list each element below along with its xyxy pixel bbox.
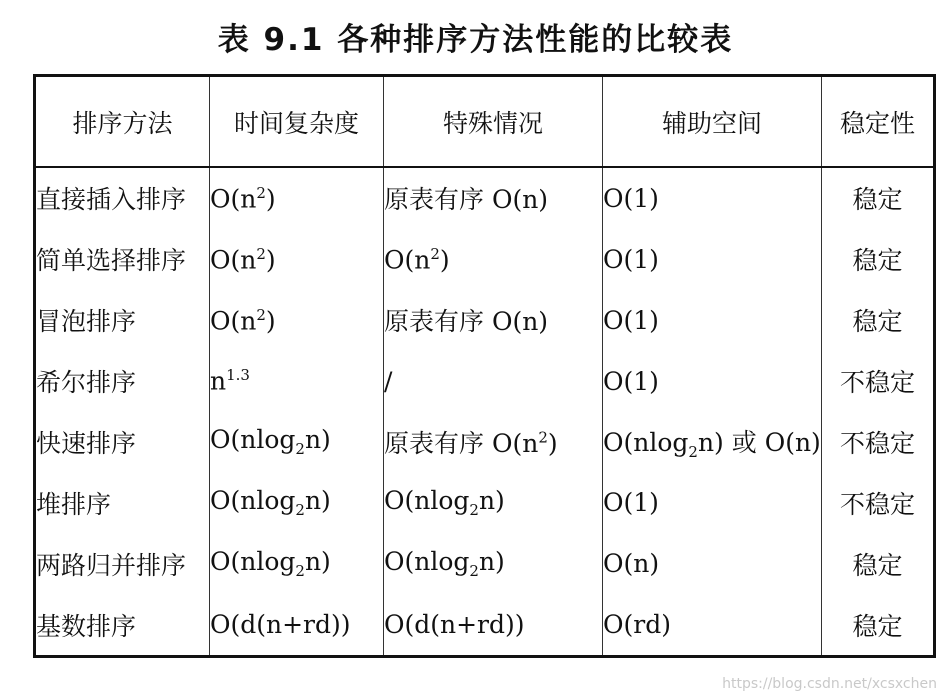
cell-text: O(nlog	[384, 547, 470, 577]
cell-text: n)	[304, 425, 331, 455]
special-case-cell	[384, 472, 603, 533]
time-complexity-cell	[210, 167, 384, 229]
cell-text: O(1)	[603, 366, 659, 396]
cell-text: n)	[304, 486, 331, 516]
table-body	[35, 167, 935, 657]
table-row	[35, 167, 935, 229]
cell-text: 原表有序 O(n)	[384, 307, 549, 337]
special-case-cell	[384, 351, 603, 412]
cell-text: O(1)	[603, 305, 659, 335]
cell-text: O(n	[210, 184, 257, 214]
subscript: 2	[469, 501, 479, 520]
superscript: 2	[256, 305, 266, 324]
header-stability: 稳定性	[822, 76, 935, 168]
table-row	[35, 594, 935, 656]
header-row	[35, 76, 935, 168]
table-header	[35, 76, 935, 168]
cell-text: O(rd)	[603, 610, 671, 640]
method-cell: 两路归并排序	[35, 533, 210, 594]
special-case-cell	[384, 411, 603, 472]
superscript: 1.3	[226, 366, 250, 385]
special-case-cell	[384, 594, 603, 656]
stability-cell: 稳定	[822, 167, 935, 229]
cell-text: O(nlog	[210, 425, 296, 455]
stability-cell: 稳定	[822, 229, 935, 290]
method-cell: 简单选择排序	[35, 229, 210, 290]
table-title: 表 9.1 各种排序方法性能的比较表	[217, 22, 734, 58]
superscript: 2	[256, 183, 266, 202]
sorting-comparison-table	[33, 74, 936, 658]
aux-space-cell	[603, 167, 822, 229]
header-aux-space: 辅助空间	[603, 76, 822, 168]
subscript: 2	[295, 440, 305, 459]
special-case-cell	[384, 290, 603, 351]
stability-cell: 不稳定	[822, 351, 935, 412]
cell-text: O(1)	[603, 183, 659, 213]
cell-text: 原表有序 O(n)	[384, 185, 549, 215]
watermark: https://blog.csdn.net/xcsxchen	[722, 676, 937, 692]
cell-text: n) 或 O(n)	[697, 427, 821, 457]
subscript: 2	[295, 501, 305, 520]
cell-text: )	[265, 244, 276, 274]
cell-text: O(nlog	[603, 427, 689, 457]
time-complexity-cell	[210, 472, 384, 533]
aux-space-cell	[603, 472, 822, 533]
table-row	[35, 229, 935, 290]
cell-text: O(nlog	[210, 547, 296, 577]
stability-cell: 稳定	[822, 533, 935, 594]
cell-text: /	[384, 366, 393, 396]
method-cell: 快速排序	[35, 411, 210, 472]
table-row	[35, 290, 935, 351]
time-complexity-cell	[210, 290, 384, 351]
cell-text: O(n)	[603, 549, 660, 579]
table-row	[35, 533, 935, 594]
cell-text: )	[547, 428, 558, 458]
aux-space-cell	[603, 351, 822, 412]
special-case-cell	[384, 167, 603, 229]
table-row	[35, 351, 935, 412]
cell-text: n)	[304, 547, 331, 577]
cell-text: )	[265, 305, 276, 335]
special-case-cell	[384, 533, 603, 594]
method-cell: 基数排序	[35, 594, 210, 656]
time-complexity-cell	[210, 533, 384, 594]
table-row	[35, 411, 935, 472]
superscript: 2	[256, 244, 266, 263]
time-complexity-cell	[210, 411, 384, 472]
subscript: 2	[688, 442, 698, 461]
aux-space-cell	[603, 229, 822, 290]
header-time-complexity: 时间复杂度	[210, 76, 384, 168]
method-cell: 堆排序	[35, 472, 210, 533]
header-special-case: 特殊情况	[384, 76, 603, 168]
subscript: 2	[295, 562, 305, 581]
stability-cell: 不稳定	[822, 472, 935, 533]
aux-space-cell	[603, 594, 822, 656]
time-complexity-cell	[210, 351, 384, 412]
method-cell: 冒泡排序	[35, 290, 210, 351]
method-cell: 希尔排序	[35, 351, 210, 412]
stability-cell: 稳定	[822, 290, 935, 351]
cell-text: O(1)	[603, 488, 659, 518]
cell-text: )	[265, 184, 276, 214]
superscript: 2	[430, 244, 440, 263]
cell-text: O(n	[210, 244, 257, 274]
stability-cell: 稳定	[822, 594, 935, 656]
superscript: 2	[538, 428, 548, 447]
cell-text: n	[210, 366, 227, 396]
cell-text: O(1)	[603, 244, 659, 274]
aux-space-cell	[603, 290, 822, 351]
cell-text: O(d(n+rd))	[210, 610, 351, 640]
cell-text: O(d(n+rd))	[384, 610, 525, 640]
cell-text: 原表有序 O(n	[384, 428, 539, 458]
cell-text: O(n	[384, 244, 431, 274]
special-case-cell	[384, 229, 603, 290]
aux-space-cell	[603, 411, 822, 472]
aux-space-cell	[603, 533, 822, 594]
method-cell: 直接插入排序	[35, 167, 210, 229]
stability-cell: 不稳定	[822, 411, 935, 472]
cell-text: O(n	[210, 305, 257, 335]
subscript: 2	[469, 562, 479, 581]
time-complexity-cell	[210, 594, 384, 656]
cell-text: )	[439, 244, 450, 274]
time-complexity-cell	[210, 229, 384, 290]
header-method: 排序方法	[35, 76, 210, 168]
table-row	[35, 472, 935, 533]
cell-text: n)	[478, 547, 505, 577]
cell-text: n)	[478, 486, 505, 516]
cell-text: O(nlog	[384, 486, 470, 516]
cell-text: O(nlog	[210, 486, 296, 516]
